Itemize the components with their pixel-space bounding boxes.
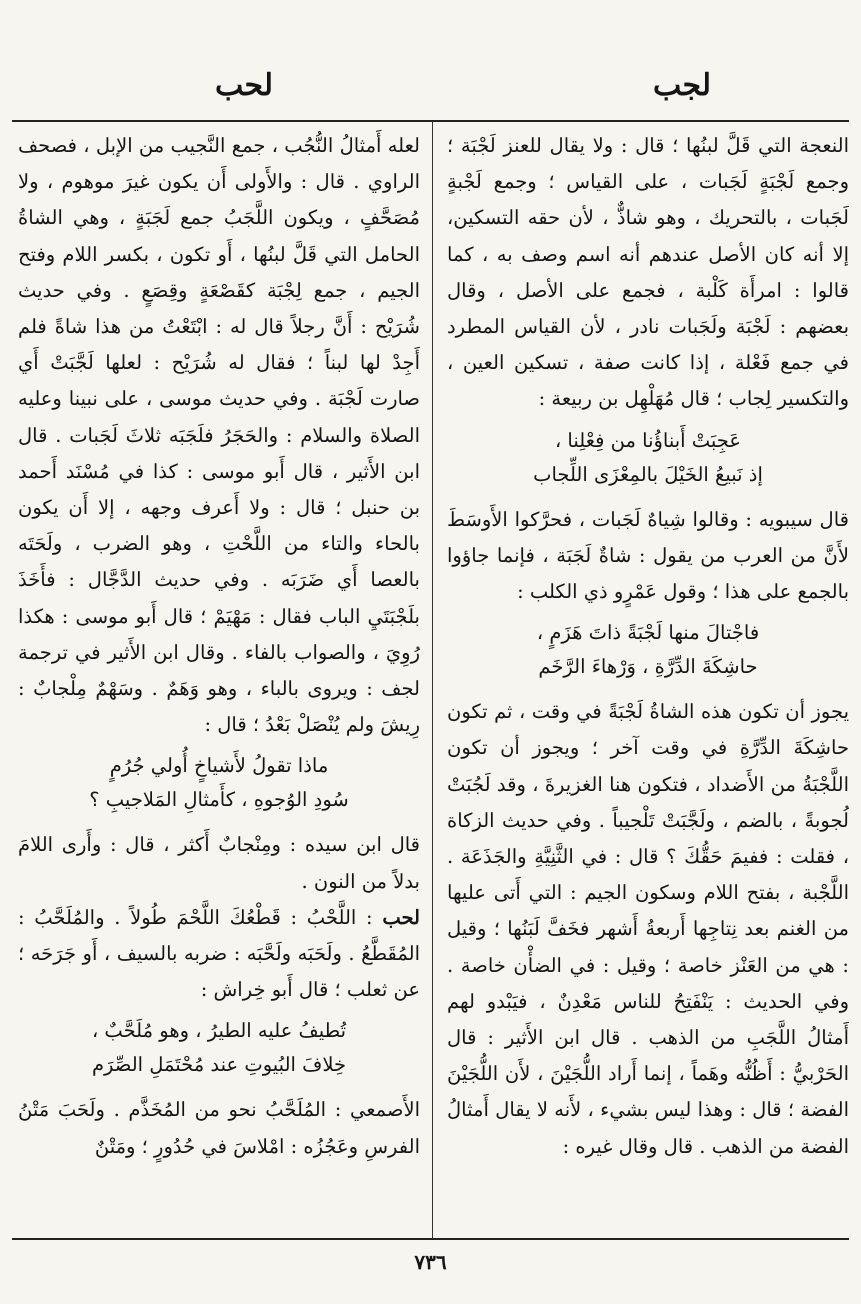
right-verse-1-line-2: إذ نَبيعُ الخَيْلَ بالمِعْزَى اللِّجاب <box>533 462 763 486</box>
entry-definition: : اللَّحْبُ : قَطْعُكَ اللَّحْمَ طُولاً . والمُلَحَّبُ : المُقَطَّعُ . ولَحَبَه ولَحَّبَه : ضربه بالسيف ، أَو جَرَحَه ؛ عن ثعلب ؛ قال أَبو خِراش : <box>18 905 420 1002</box>
right-verse-1 <box>447 424 849 492</box>
left-verse-2-line-2: خِلافَ البُيوتِ عند مُحْتَمَلِ الصِّرَم <box>91 1053 347 1077</box>
left-paragraph-4: الأَصمعي : المُلَحَّبُ نحو من المُخَذَّم . ولَحَبَ مَتْنُ الفرسِ وعَجُزُه : امْلاسَ في حُدُورٍ ؛ ومَتْنٌ <box>18 1098 420 1158</box>
left-paragraph-1: لعله أَمثالُ النُّجُب ، جمع النَّجيب من الإبل ، فصحف الراوي . قال : والأَولى أَن يكون غيرَ موهوم ، ولا مُصَحَّفٍ ، ويكون اللَّجَبُ جمع لَجَبَةٍ ، وهي الشاةُ الحامل التي قَلَّ لبنُها ، أَو تكون ، بكسر اللام وفتح الجيم ، جمع لِجْبَة كقَصْعَةٍ وقِصَعٍ . وفي حديث شُرَيْح : أَنَّ رجلاً قال له : ابْتَعْتُ من هذا شاةً فلم أَجِدْ لها لبناً ؛ فقال له شُرَيْح : لعلها لَجَّبَتْ أَي صارت لَجْبَة . وفي حديث موسى ، على نبينا وعليه الصلاة والسلام : والحَجَرُ فلَجَبَه ثلاثَ لَجَبات . قال ابن الأَثير ، قال أَبو موسى : كذا في مُسْنَد أَحمد بن حنبل ؛ قال : ولا أَعرف وجهه ، إلا أَن يكون بالحاء والتاء من اللَّحْتِ ، وهو الضرب ، ولَحَتَه بالعصا أَي ضَرَبَه . وفي حديث الدَّجَّال : فأَخَذَ بلَجْبَتَيِ الباب فقال : مَهْيَمْ ؛ قال أَبو موسى : هكذا رُوِيَ ، والصواب بالفاء . وقال ابن الأَثير في ترجمة لجف : ويروى بالباء ، وهو وَهَمٌ . وسَهْمٌ مِلْجابٌ : رِيشَ ولم يُنْصَلْ بَعْدُ ؛ قال : <box>18 134 420 737</box>
left-verse-1 <box>18 749 420 817</box>
right-paragraph-1: النعجة التي قَلَّ لبنُها ؛ قال : ولا يقال للعنز لَجْبَة ؛ وجمع لَجْبَةٍ لَجَبات ، على القياس ؛ وجمع لَجْبةٍ لَجَبات ، بالتحريك ، وهو شاذٌّ ، لأن حقه التسكين، إلا أنه كان الأصل عندهم أنه اسم وصف به ، كما قالوا : امرأَة كَلْبة ، فجمع على الأصل ، وقال بعضهم : لَجْبَة ولَجَبات نادر ، لأن القياس المطرد في جمع فَعْلة ، إذا كانت صفة ، تسكين العين ، والتكسير لِجاب ؛ قال مُهَلْهِل بن ربيعة : <box>447 134 849 411</box>
left-paragraph-2: قال ابن سيده : ومِنْجابٌ أَكثر ، قال : وأَرى اللامَ بدلاً من النون . <box>18 833 420 893</box>
right-verse-2-line-1: فاجْتالَ منها لَجْبَةً ذاتَ هَزَمٍ ، <box>536 621 760 645</box>
entry-headword: لحب <box>382 905 420 929</box>
right-column <box>447 128 849 1232</box>
left-verse-1-line-2: سُودِ الوُجوهِ ، كأَمثالِ المَلاجيبِ ؟ <box>89 788 349 812</box>
page-number: ٧٣٦ <box>414 1250 447 1274</box>
header-root-word-right: لجب <box>653 68 711 103</box>
left-verse-1-line-1: ماذا تقولُ لأَشياخٍ أُولي جُرُمٍ <box>109 754 329 778</box>
bottom-rule <box>12 1238 849 1240</box>
right-verse-1-line-1: عَجِبَتْ أَبناؤُنا من فِعْلِنا ، <box>554 428 742 452</box>
right-paragraph-2: قال سيبويه : وقالوا شِياهٌ لَجَبات ، فحرَّكوا الأَوسَطَ لأَنَّ من العرب من يقول : شاةٌ لَجَبَة ، فإنما جاؤوا بالجمع على هذا ؛ وقول عَمْرٍو ذي الكلب : <box>447 507 849 604</box>
left-paragraph-3 <box>18 900 420 1009</box>
left-verse-2-line-1: تُطيفُ عليه الطيرُ ، وهو مُلَحَّبٌ ، <box>91 1019 347 1043</box>
left-verse-2 <box>18 1014 420 1082</box>
header-root-word-left: لحب <box>215 68 273 103</box>
column-divider <box>432 122 433 1238</box>
right-paragraph-3: يجوز أن تكون هذه الشاةُ لَجْبَةً في وقت ، ثم تكون حاشِكَةَ الدِّرَّةِ في وقت آخر ؛ ويجوز أن تكون اللَّجْبَةُ من الأَضداد ، فتكون هنا الغزيرةَ ، وقد لَجُبَتْ لُجوبةً ، بالضم ، ولَجَّبَتْ تَلْجيباً . وفي حديث الزكاة ، فقلت : ففيمَ حَقُّكَ ؟ قال : في الثَّنِيَّةِ والجَذَعَة . اللَّجْبة ، بفتح اللام وسكون الجيم : التي أَتى عليها من الغنم بعد نِتاجِها أَربعةُ أَشهر فخَفَّ لَبَنُها ؛ وقيل : هي من العَنْز خاصة ؛ وقيل : في الضأْن خاصة . وفي الحديث : يَنْفَتِحُ للناس مَعْدِنٌ ، فيَبْدو لهم أَمثالُ اللَّجَبِ من الذهب . قال ابن الأَثير : قال الحَرْبيُّ : أَظُنُّه وهَماً ، إنما أَراد اللُّجَيْنَ ، لأَن اللُّجَيْنَ الفضة ؛ قال : وهذا ليس بشيء ، لأَنه لا يقال أَمثالُ الفضة من الذهب . قال وقال غيره : <box>447 700 849 1158</box>
left-column <box>18 128 420 1232</box>
right-verse-2 <box>447 616 849 684</box>
right-verse-2-line-2: حاشِكَةَ الدِّرَّةِ ، وَرْهاءَ الرَّخَم <box>538 655 758 679</box>
top-rule <box>12 120 849 122</box>
